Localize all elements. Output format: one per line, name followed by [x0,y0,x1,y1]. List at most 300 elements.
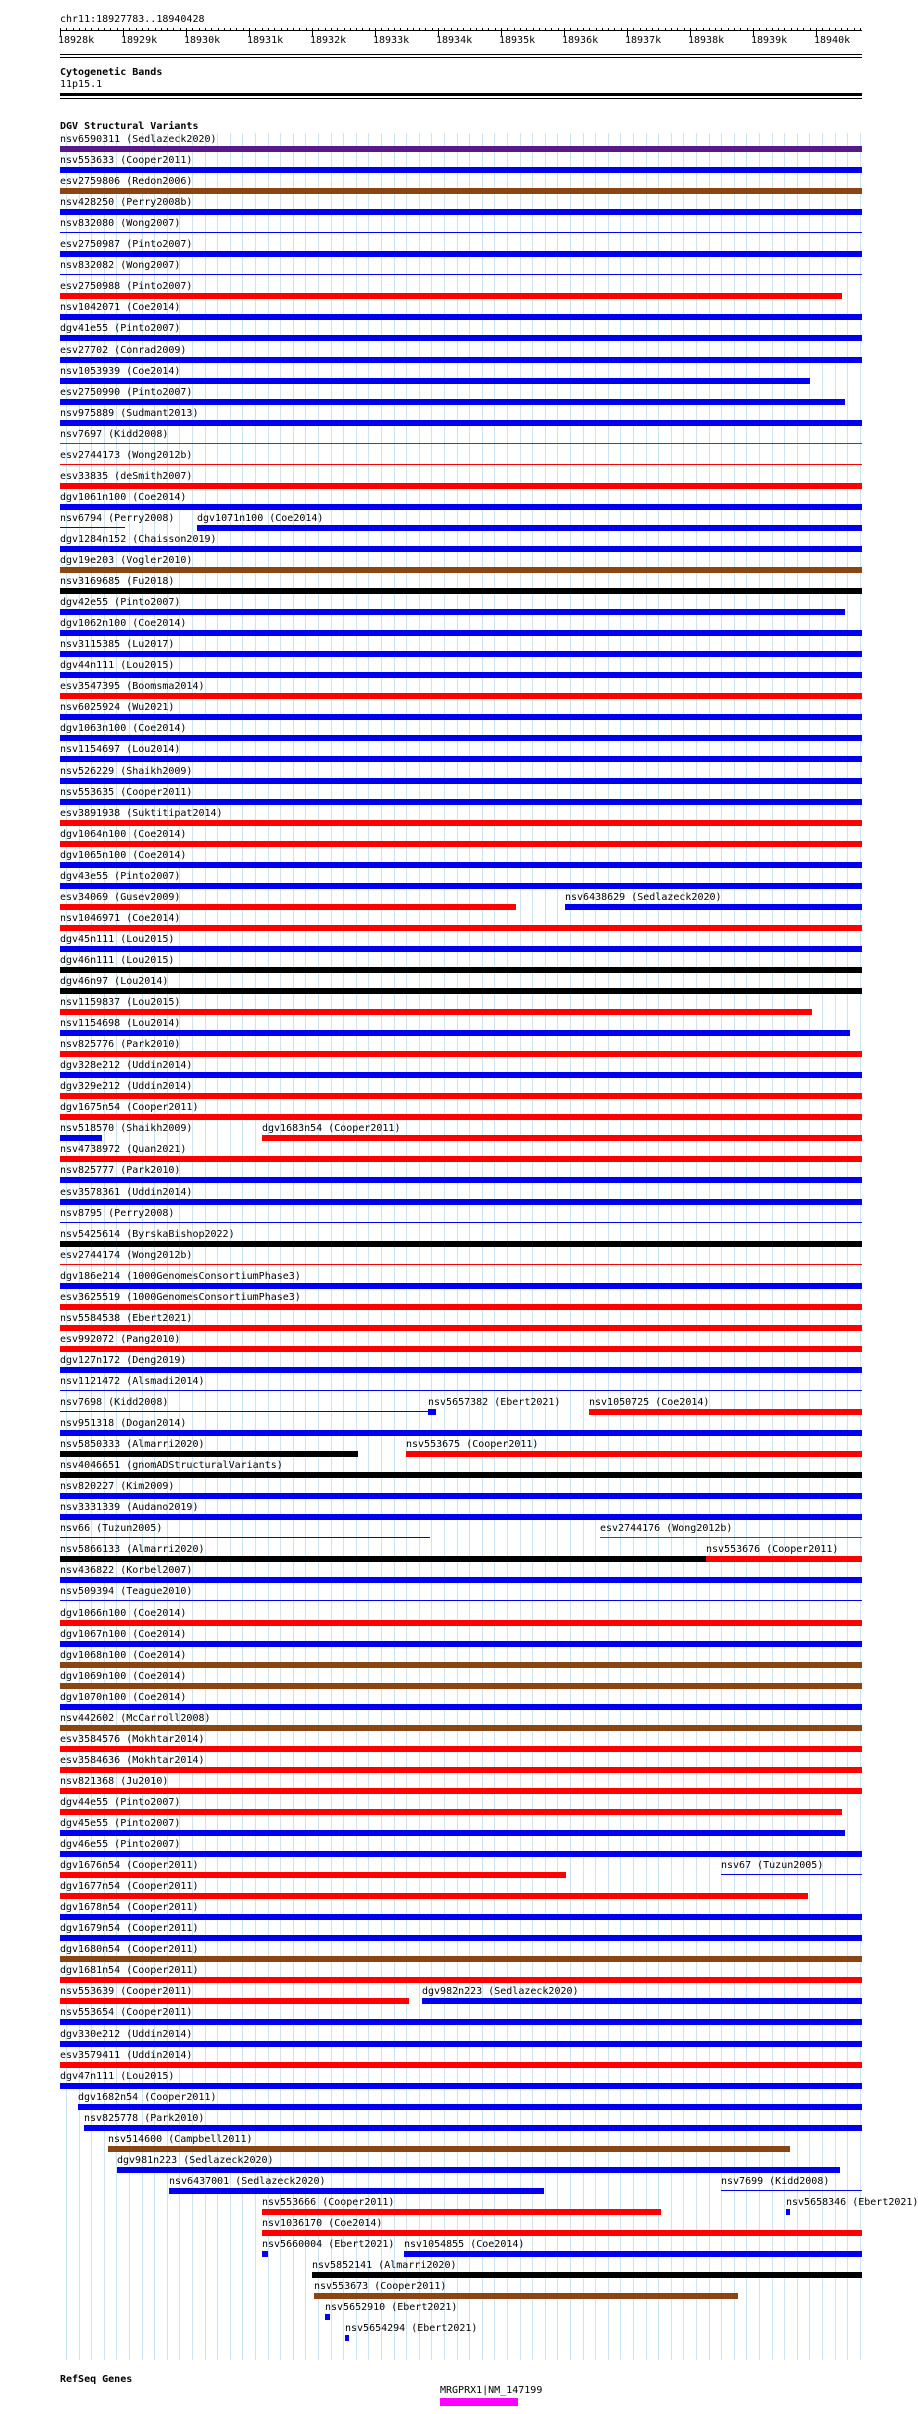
ruler-minor-tick [66,28,67,31]
variant-bar[interactable] [60,1620,862,1626]
variant-label[interactable]: dgv43e55 (Pinto2007) [60,871,181,882]
variant-bar[interactable] [60,1304,862,1310]
variant-bar[interactable] [60,883,862,889]
ruler-minor-tick [281,28,282,31]
variant-bar[interactable] [60,146,862,152]
ruler-minor-tick [646,28,647,31]
variant-label[interactable]: dgv44e55 (Pinto2007) [60,1797,181,1808]
variant-label[interactable]: dgv44n111 (Lou2015) [60,660,175,671]
variant-label[interactable]: esv992072 (Pang2010) [60,1334,181,1345]
variant-bar[interactable] [262,1135,862,1141]
ruler-minor-tick [488,28,489,31]
variant-bar[interactable] [60,1451,358,1457]
variant-label[interactable]: dgv46n97 (Lou2014) [60,976,169,987]
ruler-minor-tick [652,28,653,31]
variant-bar[interactable] [60,1114,862,1120]
variant-bar[interactable] [60,1514,862,1520]
refseq-track-title[interactable]: RefSeq Genes [60,2374,133,2385]
variant-label[interactable]: esv2744176 (Wong2012b) [600,1523,733,1534]
variant-label[interactable]: nsv821368 (Ju2010) [60,1776,169,1787]
variant-label[interactable]: nsv553673 (Cooper2011) [314,2281,447,2292]
variant-label[interactable]: esv2750988 (Pinto2007) [60,281,193,292]
cytoband-bar[interactable] [60,93,862,96]
variant-bar[interactable] [60,1683,862,1689]
variant-bar[interactable] [325,2314,330,2320]
ruler-minor-tick [249,28,250,31]
variant-label[interactable]: nsv5852141 (Almarri2020) [312,2260,457,2271]
variant-label[interactable]: nsv1053939 (Coe2014) [60,366,181,377]
variant-label[interactable]: dgv1675n54 (Cooper2011) [60,1102,199,1113]
variant-bar[interactable] [312,2272,862,2278]
variant-bar[interactable] [60,420,862,426]
variant-label[interactable]: nsv5658346 (Ebert2021) [786,2197,918,2208]
variant-bar[interactable] [60,464,862,465]
refseq-gene-label[interactable]: MRGPRX1|NM_147199 [440,2385,543,2396]
ruler-tick-label: 18931k [247,35,284,46]
variant-label[interactable]: nsv436822 (Korbel2007) [60,1565,193,1576]
variant-label[interactable]: nsv4046651 (gnomADStructuralVariants) [60,1460,283,1471]
ruler-minor-tick [400,28,401,31]
variant-label[interactable]: nsv5652910 (Ebert2021) [325,2302,458,2313]
variant-label[interactable]: nsv1042071 (Coe2014) [60,302,181,313]
ruler-minor-tick [205,28,206,31]
ruler-minor-tick [457,28,458,31]
ruler-minor-tick [129,28,130,31]
variant-label[interactable]: dgv982n223 (Sedlazeck2020) [422,1986,579,1997]
variant-bar[interactable] [197,525,862,531]
variant-label[interactable]: nsv6590311 (Sedlazeck2020) [60,134,217,145]
ruler-minor-tick [482,28,483,31]
variant-label[interactable]: dgv47n111 (Lou2015) [60,2071,175,2082]
variant-label[interactable]: nsv1046971 (Coe2014) [60,913,181,924]
variant-label[interactable]: nsv526229 (Shaikh2009) [60,766,193,777]
variant-label[interactable]: dgv1071n100 (Coe2014) [197,513,324,524]
variant-bar[interactable] [60,1746,862,1752]
variant-bar[interactable] [60,946,862,952]
variant-label[interactable]: esv33835 (deSmith2007) [60,471,193,482]
variant-bar[interactable] [60,1472,862,1478]
variant-bar[interactable] [60,1935,862,1941]
variant-bar[interactable] [60,2083,862,2089]
variant-bar[interactable] [60,399,845,405]
ruler-minor-tick [186,28,187,31]
ruler-minor-tick [331,28,332,31]
variant-label[interactable]: dgv1676n54 (Cooper2011) [60,1860,199,1871]
variant-label[interactable]: nsv1050725 (Coe2014) [589,1397,710,1408]
variant-label[interactable]: dgv328e212 (Uddin2014) [60,1060,193,1071]
variant-label[interactable]: nsv975889 (Sudmant2013) [60,408,199,419]
variant-label[interactable]: nsv553633 (Cooper2011) [60,155,193,166]
variant-label[interactable]: nsv5850333 (Almarri2020) [60,1439,205,1450]
variant-bar[interactable] [60,1390,862,1391]
variant-bar[interactable] [60,904,516,910]
variant-bar[interactable] [60,988,862,994]
variant-label[interactable]: nsv5866133 (Almarri2020) [60,1544,205,1555]
variant-bar[interactable] [60,504,862,510]
ruler-minor-tick [255,28,256,31]
variant-label[interactable]: dgv981n223 (Sedlazeck2020) [117,2155,274,2166]
variant-bar[interactable] [60,862,862,868]
variant-bar[interactable] [169,2188,544,2194]
variant-bar[interactable] [60,1030,850,1036]
variant-label[interactable]: nsv1054855 (Coe2014) [404,2239,525,2250]
variant-bar[interactable] [60,735,862,741]
variant-label[interactable]: nsv442602 (McCarroll2008) [60,1713,211,1724]
variant-label[interactable]: nsv825777 (Park2010) [60,1165,181,1176]
variant-bar[interactable] [60,274,862,275]
ruler-minor-tick [117,28,118,31]
variant-label[interactable]: dgv1677n54 (Cooper2011) [60,1881,199,1892]
variant-bar[interactable] [60,1914,862,1920]
refseq-gene-bar[interactable] [440,2398,518,2406]
variant-bar[interactable] [60,1199,862,1205]
variant-label[interactable]: dgv45e55 (Pinto2007) [60,1818,181,1829]
variant-label[interactable]: nsv832082 (Wong2007) [60,260,181,271]
variant-bar[interactable] [60,1600,862,1601]
variant-label[interactable]: dgv41e55 (Pinto2007) [60,323,181,334]
variant-label[interactable]: esv27702 (Conrad2009) [60,345,187,356]
variant-label[interactable]: dgv1681n54 (Cooper2011) [60,1965,199,1976]
ruler-minor-tick [211,28,212,31]
variant-bar[interactable] [565,904,862,910]
variant-bar[interactable] [60,1283,862,1289]
variant-bar[interactable] [345,2335,349,2341]
variant-label[interactable]: dgv1682n54 (Cooper2011) [78,2092,217,2103]
ruler-minor-tick [715,28,716,31]
variant-bar[interactable] [60,778,862,784]
variant-label[interactable]: nsv1159837 (Lou2015) [60,997,181,1008]
variant-bar[interactable] [60,925,862,931]
variant-bar[interactable] [60,546,862,552]
variant-bar[interactable] [706,1556,862,1562]
variant-bar[interactable] [60,714,862,720]
ruler-minor-tick [854,28,855,31]
variant-bar[interactable] [404,2251,862,2257]
variant-bar[interactable] [60,1662,862,1668]
variant-label[interactable]: nsv7698 (Kidd2008) [60,1397,169,1408]
variant-label[interactable]: esv3547395 (Boomsma2014) [60,681,205,692]
variant-label[interactable]: dgv1062n100 (Coe2014) [60,618,187,629]
dgv-track-title[interactable]: DGV Structural Variants [60,121,199,132]
variant-label[interactable]: nsv3115385 (Lu2017) [60,639,175,650]
variant-bar[interactable] [60,1093,862,1099]
variant-bar[interactable] [60,1537,430,1538]
variant-label[interactable]: dgv330e212 (Uddin2014) [60,2029,193,2040]
ruler-minor-tick [810,28,811,31]
variant-bar[interactable] [60,1641,862,1647]
variant-bar[interactable] [60,167,862,173]
variant-bar[interactable] [60,1956,862,1962]
variant-bar[interactable] [60,314,862,320]
variant-bar[interactable] [60,2019,862,2025]
variant-label[interactable]: dgv1069n100 (Coe2014) [60,1671,187,1682]
ruler-location: chr11:18927783..18940428 [60,14,205,25]
ruler-minor-tick [274,28,275,31]
variant-bar[interactable] [60,251,862,257]
variant-label[interactable]: dgv1678n54 (Cooper2011) [60,1902,199,1913]
variant-label[interactable]: nsv553635 (Cooper2011) [60,787,193,798]
variant-bar[interactable] [262,2209,661,2215]
variant-bar[interactable] [60,1241,862,1247]
variant-bar[interactable] [60,1367,862,1373]
ruler-minor-tick [394,28,395,31]
variant-bar[interactable] [721,2190,862,2191]
variant-label[interactable]: nsv8795 (Perry2008) [60,1208,175,1219]
variant-bar[interactable] [60,2041,862,2047]
ruler-minor-tick [413,28,414,31]
variant-label[interactable]: dgv1063n100 (Coe2014) [60,723,187,734]
variant-bar[interactable] [60,1051,862,1057]
variant-label[interactable]: nsv553639 (Cooper2011) [60,1986,193,1997]
variant-bar[interactable] [428,1409,436,1415]
variant-label[interactable]: nsv3169685 (Fu2018) [60,576,175,587]
variant-label[interactable]: nsv825776 (Park2010) [60,1039,181,1050]
ruler-minor-tick [142,28,143,31]
variant-label[interactable]: esv2744174 (Wong2012b) [60,1250,193,1261]
variant-label[interactable]: dgv19e203 (Vogler2010) [60,555,193,566]
variant-bar[interactable] [60,1072,862,1078]
variant-label[interactable]: dgv1284n152 (Chaisson2019) [60,534,217,545]
variant-bar[interactable] [60,232,862,233]
variant-bar[interactable] [60,820,862,826]
cytoband-track-title[interactable]: Cytogenetic Bands [60,67,163,78]
variant-label[interactable]: esv3578361 (Uddin2014) [60,1187,193,1198]
ruler-minor-tick [451,28,452,31]
variant-label[interactable]: esv3584576 (Mokhtar2014) [60,1734,205,1745]
variant-label[interactable]: nsv832080 (Wong2007) [60,218,181,229]
variant-label[interactable]: nsv1036170 (Coe2014) [262,2218,383,2229]
variant-bar[interactable] [60,588,862,594]
variant-bar[interactable] [60,630,862,636]
variant-bar[interactable] [60,651,862,657]
variant-bar[interactable] [60,1222,862,1223]
variant-label[interactable]: esv34069 (Gusev2009) [60,892,181,903]
ruler-minor-tick [407,28,408,31]
variant-bar[interactable] [60,1325,862,1331]
variant-label[interactable]: nsv6794 (Perry2008) [60,513,175,524]
variant-bar[interactable] [589,1409,862,1415]
ruler-tick-label: 18932k [310,35,347,46]
variant-label[interactable]: dgv1070n100 (Coe2014) [60,1692,187,1703]
ruler-minor-tick [627,28,628,31]
variant-label[interactable]: dgv329e212 (Uddin2014) [60,1081,193,1092]
variant-bar[interactable] [60,1156,862,1162]
variant-label[interactable]: dgv1067n100 (Coe2014) [60,1629,187,1640]
ruler-minor-tick [495,28,496,31]
variant-bar[interactable] [117,2167,840,2173]
variant-bar[interactable] [60,693,862,699]
variant-bar[interactable] [60,799,862,805]
variant-label[interactable]: esv2744173 (Wong2012b) [60,450,193,461]
cytoband-label[interactable]: 11p15.1 [60,79,103,90]
variant-bar[interactable] [60,1893,808,1899]
variant-label[interactable]: nsv6437001 (Sedlazeck2020) [169,2176,326,2187]
variant-bar[interactable] [262,2251,268,2257]
variant-bar[interactable] [262,2230,862,2236]
variant-label[interactable]: nsv553666 (Cooper2011) [262,2197,395,2208]
ruler-minor-tick [362,28,363,31]
variant-bar[interactable] [60,1577,862,1583]
variant-label[interactable]: dgv1065n100 (Coe2014) [60,850,187,861]
ruler-minor-tick [463,28,464,31]
variant-label[interactable]: dgv1683n54 (Cooper2011) [262,1123,401,1134]
variant-bar[interactable] [721,1874,862,1875]
variant-bar[interactable] [60,1704,862,1710]
variant-label[interactable]: nsv5425614 (ByrskaBishop2022) [60,1229,235,1240]
ruler-minor-tick [589,28,590,31]
variant-label[interactable]: nsv428250 (Perry2008b) [60,197,193,208]
variant-label[interactable]: nsv951318 (Dogan2014) [60,1418,187,1429]
variant-bar[interactable] [60,1556,706,1562]
variant-label[interactable]: dgv127n172 (Deng2019) [60,1355,187,1366]
variant-label[interactable]: esv3891938 (Suktitipat2014) [60,808,223,819]
ruler-minor-tick [816,28,817,31]
variant-label[interactable]: dgv46n111 (Lou2015) [60,955,175,966]
variant-bar[interactable] [60,1493,862,1499]
variant-label[interactable]: dgv186e214 (1000GenomesConsortiumPhase3) [60,1271,301,1282]
variant-label[interactable]: nsv6438629 (Sedlazeck2020) [565,892,722,903]
variant-label[interactable]: esv3584636 (Mokhtar2014) [60,1755,205,1766]
variant-bar[interactable] [60,335,862,341]
ruler-minor-tick [180,28,181,31]
variant-label[interactable]: dgv1680n54 (Cooper2011) [60,1944,199,1955]
variant-label[interactable]: nsv1121472 (Alsmadi2014) [60,1376,205,1387]
variant-label[interactable]: nsv5584538 (Ebert2021) [60,1313,193,1324]
ruler-minor-tick [671,28,672,31]
ruler-minor-tick [614,28,615,31]
variant-bar[interactable] [60,293,842,299]
variant-label[interactable]: nsv553675 (Cooper2011) [406,1439,539,1450]
variant-label[interactable]: nsv3331339 (Audano2019) [60,1502,199,1513]
ruler-minor-tick [545,28,546,31]
variant-label[interactable]: nsv5654294 (Ebert2021) [345,2323,478,2334]
variant-label[interactable]: esv3625519 (1000GenomesConsortiumPhase3) [60,1292,301,1303]
ruler-minor-tick [570,28,571,31]
variant-label[interactable]: dgv1068n100 (Coe2014) [60,1650,187,1661]
ruler-minor-tick [344,28,345,31]
variant-bar[interactable] [108,2146,790,2152]
variant-bar[interactable] [60,1346,862,1352]
variant-label[interactable]: nsv5657382 (Ebert2021) [428,1397,561,1408]
variant-label[interactable]: nsv553654 (Cooper2011) [60,2007,193,2018]
variant-label[interactable]: nsv820227 (Kim2009) [60,1481,175,1492]
variant-bar[interactable] [60,188,862,194]
variant-label[interactable]: dgv42e55 (Pinto2007) [60,597,181,608]
variant-bar[interactable] [60,567,862,573]
variant-label[interactable]: dgv1061n100 (Coe2014) [60,492,187,503]
ruler-tick-label: 18936k [562,35,599,46]
variant-bar[interactable] [60,1767,862,1773]
variant-label[interactable]: nsv553676 (Cooper2011) [706,1544,839,1555]
variant-bar[interactable] [60,1264,862,1265]
ruler-minor-tick [829,28,830,31]
variant-bar[interactable] [600,1537,862,1538]
ruler-minor-tick [640,28,641,31]
variant-bar[interactable] [60,483,862,489]
ruler-minor-tick [199,28,200,31]
variant-bar[interactable] [786,2209,790,2215]
variant-label[interactable]: nsv7699 (Kidd2008) [721,2176,830,2187]
variant-bar[interactable] [60,1430,862,1436]
variant-bar[interactable] [60,527,125,528]
variant-label[interactable]: dgv1064n100 (Coe2014) [60,829,187,840]
ruler-minor-tick [192,28,193,31]
variant-label[interactable]: nsv5660004 (Ebert2021) [262,2239,395,2250]
variant-bar[interactable] [60,609,845,615]
variant-bar[interactable] [60,1009,812,1015]
variant-label[interactable]: nsv514600 (Campbell2011) [108,2134,253,2145]
variant-label[interactable]: nsv1154698 (Lou2014) [60,1018,181,1029]
variant-bar[interactable] [60,1998,409,2004]
variant-label[interactable]: esv3579411 (Uddin2014) [60,2050,193,2061]
variant-bar[interactable] [60,756,862,762]
variant-bar[interactable] [60,672,862,678]
variant-label[interactable]: dgv46e55 (Pinto2007) [60,1839,181,1850]
variant-bar[interactable] [60,2062,862,2068]
variant-bar[interactable] [78,2104,862,2110]
variant-bar[interactable] [60,967,862,973]
ruler-minor-tick [759,28,760,31]
variant-label[interactable]: esv2750990 (Pinto2007) [60,387,193,398]
variant-label[interactable]: dgv45n111 (Lou2015) [60,934,175,945]
variant-bar[interactable] [60,357,862,363]
variant-label[interactable]: esv2750987 (Pinto2007) [60,239,193,250]
variant-label[interactable]: nsv66 (Tuzun2005) [60,1523,163,1534]
cytoband-bar-lower [60,98,862,99]
variant-bar[interactable] [60,209,862,215]
variant-bar[interactable] [60,1135,102,1141]
variant-label[interactable]: nsv518570 (Shaikh2009) [60,1123,193,1134]
ruler-minor-tick [734,28,735,31]
ruler-minor-tick [299,28,300,31]
variant-bar[interactable] [60,841,862,847]
ruler-minor-tick [677,28,678,31]
variant-bar[interactable] [60,1830,845,1836]
variant-label[interactable]: nsv1154697 (Lou2014) [60,744,181,755]
variant-bar[interactable] [60,1851,862,1857]
variant-label[interactable]: nsv509394 (Teague2010) [60,1586,193,1597]
variant-bar[interactable] [422,1998,862,2004]
variant-bar[interactable] [60,1177,862,1183]
ruler-minor-tick [621,28,622,31]
ruler-minor-tick [161,28,162,31]
ruler-minor-tick [558,28,559,31]
variant-label[interactable]: nsv7697 (Kidd2008) [60,429,169,440]
variant-label[interactable]: nsv4738972 (Quan2021) [60,1144,187,1155]
variant-label[interactable]: dgv1066n100 (Coe2014) [60,1608,187,1619]
variant-bar[interactable] [60,1809,842,1815]
ruler-tick-label: 18937k [625,35,662,46]
variant-label[interactable]: nsv825778 (Park2010) [84,2113,205,2124]
variant-bar[interactable] [60,1725,862,1731]
ruler-minor-tick [218,28,219,31]
variant-bar[interactable] [60,1788,862,1794]
variant-bar[interactable] [314,2293,738,2299]
variant-bar[interactable] [406,1451,862,1457]
variant-bar[interactable] [60,1872,566,1878]
variant-bar[interactable] [60,1411,428,1412]
variant-label[interactable]: nsv6025924 (Wu2021) [60,702,175,713]
variant-bar[interactable] [60,378,810,384]
variant-label[interactable]: esv2759806 (Redon2006) [60,176,193,187]
variant-label[interactable]: nsv67 (Tuzun2005) [721,1860,824,1871]
variant-bar[interactable] [60,443,862,444]
variant-bar[interactable] [60,1977,862,1983]
ruler-minor-tick [539,28,540,31]
variant-bar[interactable] [84,2125,862,2131]
ruler-minor-tick [822,28,823,31]
variant-label[interactable]: dgv1679n54 (Cooper2011) [60,1923,199,1934]
